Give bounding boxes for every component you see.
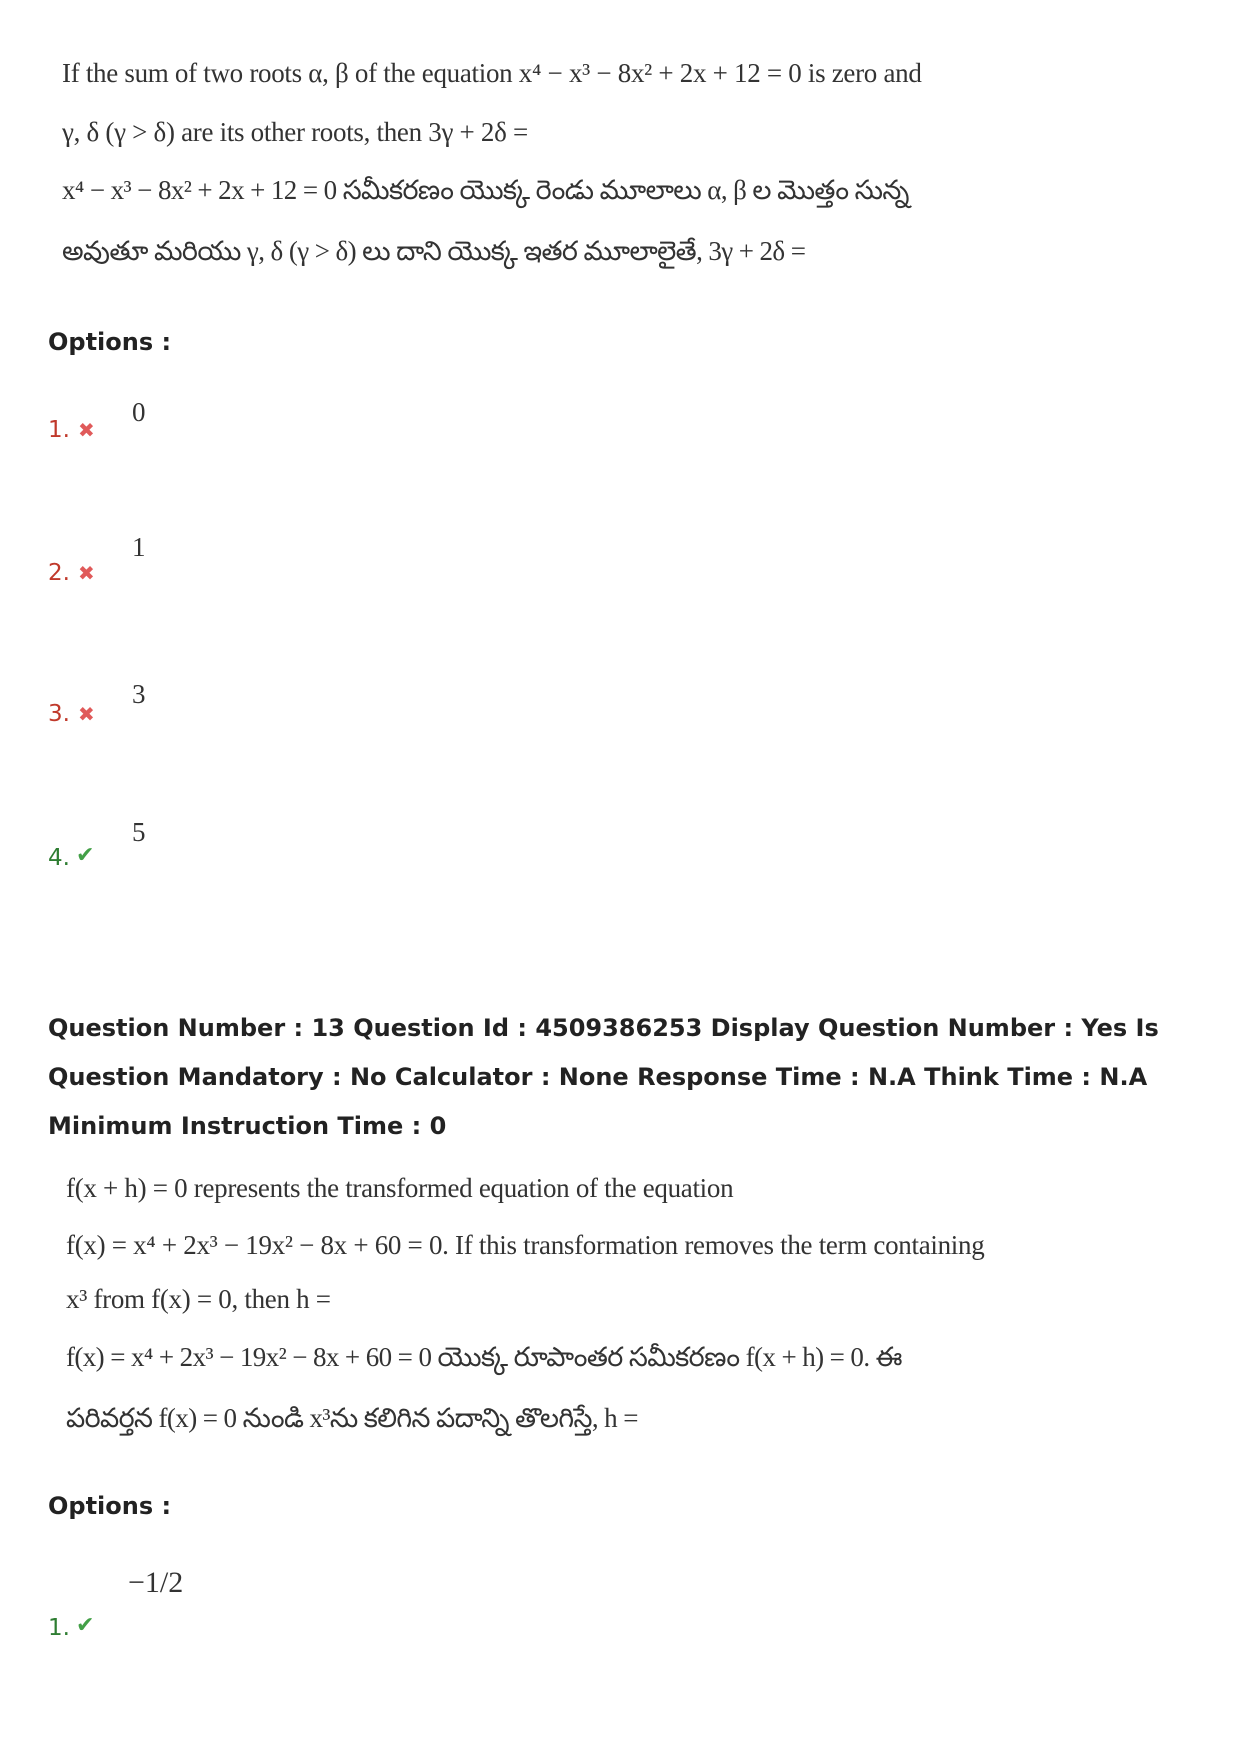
q12-option-1-number: 1. [48, 417, 70, 443]
q12-option-3-value: 3 [132, 679, 146, 709]
q12-english-line-2: γ, δ (γ > δ) are its other roots, then 3γ + 2δ = [62, 117, 528, 147]
check-mark-icon: ✔ [76, 1613, 95, 1638]
q12-option-3-number: 3. [48, 701, 70, 727]
q13-english-line-2: f(x) = x⁴ + 2x³ − 19x² − 8x + 60 = 0. If this transformation removes the term containing [66, 1230, 985, 1260]
q12-option-2-value: 1 [132, 532, 146, 562]
q13-telugu-line-2: పరివర్తన f(x) = 0 నుండి x³ను కలిగిన పదాన్ని తొలగిస్తే, h = [66, 1403, 638, 1433]
q13-option-1-value: −1/2 [128, 1566, 184, 1599]
q13-telugu-line-1: f(x) = x⁴ + 2x³ − 19x² − 8x + 60 = 0 యొక్క రూపాంతర సమీకరణం f(x + h) = 0. ఈ [66, 1342, 902, 1372]
q12-telugu-line-2: అవుతూ మరియు γ, δ (γ > δ) లు దాని యొక్క ఇతర మూలాలైతే, 3γ + 2δ = [62, 236, 806, 266]
q12-option-2-number: 2. [48, 560, 70, 586]
q12-english-line-1: If the sum of two roots α, β of the equation x⁴ − x³ − 8x² + 2x + 12 = 0 is zero and [62, 58, 922, 88]
q12-option-4-number: 4. [48, 845, 70, 871]
q12-options-heading: Options : [48, 328, 172, 356]
q13-english-line-3: x³ from f(x) = 0, then h = [66, 1284, 331, 1314]
wrong-mark-icon: ✖ [78, 418, 95, 442]
q13-metadata: Question Number : 13 Question Id : 4509386253 Display Question Number : Yes Is Question Mandatory : No Calculator : None Response Time : N.A Think Time : N.A Minimum Instruction Time : 0 [48, 1014, 1159, 1140]
q12-telugu-line-1: x⁴ − x³ − 8x² + 2x + 12 = 0 సమీకరణం యొక్క రెండు మూలాలు α, β ల మొత్తం సున్న [62, 175, 909, 205]
check-mark-icon: ✔ [76, 843, 95, 868]
q13-options-heading: Options : [48, 1492, 172, 1520]
q13-english-line-1: f(x + h) = 0 represents the transformed equation of the equation [66, 1173, 734, 1203]
q12-option-1-value: 0 [132, 397, 146, 427]
q13-option-1-number: 1. [48, 1615, 70, 1641]
wrong-mark-icon: ✖ [78, 561, 95, 585]
q12-option-4-value: 5 [132, 817, 146, 847]
wrong-mark-icon: ✖ [78, 702, 95, 726]
